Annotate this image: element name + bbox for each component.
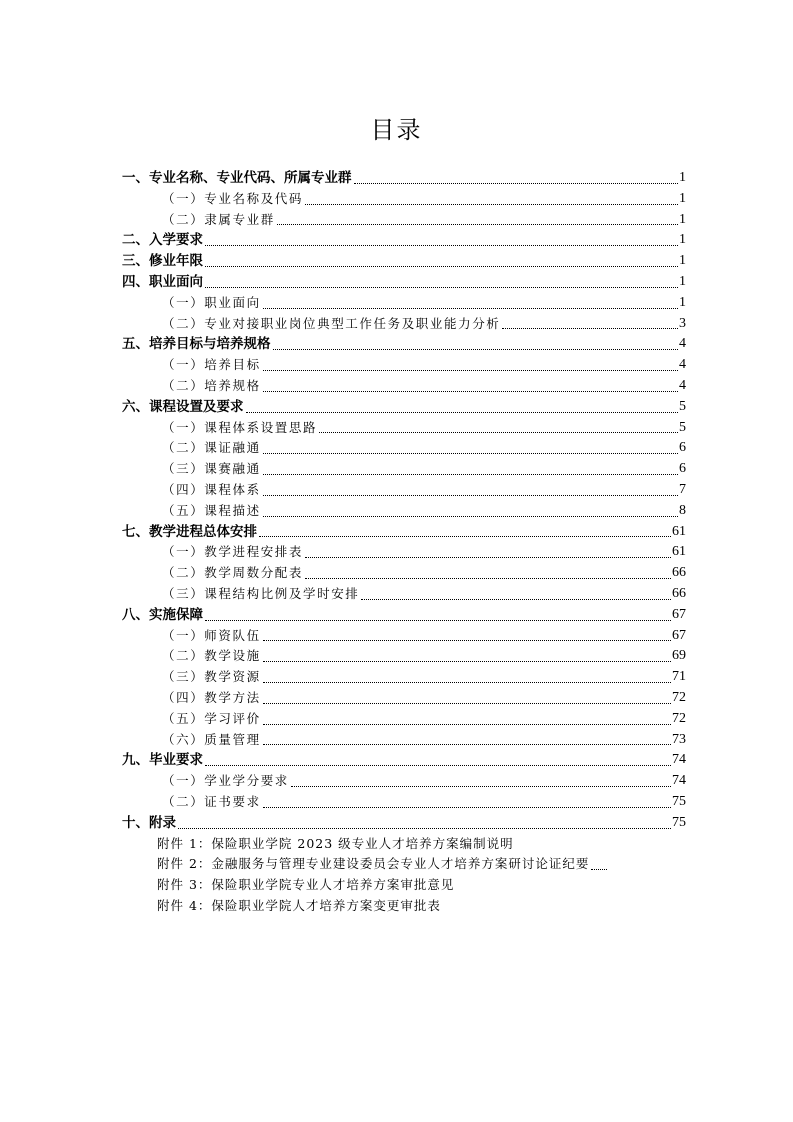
toc-entry-text: 二、入学要求: [122, 232, 203, 249]
toc-page-number: 75: [672, 814, 686, 830]
toc-section-entry[interactable]: [122, 251, 686, 272]
toc-entry-text: 七、教学进程总体安排: [122, 523, 257, 540]
toc-section-entry[interactable]: [122, 230, 686, 251]
toc-page-number: 67: [672, 627, 686, 643]
toc-subsection-entry[interactable]: [122, 709, 686, 730]
toc-entry-text: （一）专业名称及代码: [162, 190, 304, 206]
toc-entry-text: （一）学业学分要求: [162, 773, 289, 789]
toc-entry-text: （二）培养规格: [162, 377, 261, 393]
toc-page-number: 1: [679, 211, 686, 227]
toc-page-number: 3: [679, 315, 686, 331]
dot-leader: [591, 868, 607, 870]
toc-entry-text: （一）职业面向: [162, 294, 261, 310]
attachment-text: 附件 3：保险职业学院专业人才培养方案审批意见: [157, 877, 455, 893]
dot-leader: [263, 660, 671, 662]
toc-subsection-entry[interactable]: [122, 189, 686, 210]
dot-leader: [263, 723, 671, 725]
toc-subsection-entry[interactable]: [122, 584, 686, 605]
toc-subsection-entry[interactable]: [122, 688, 686, 709]
toc-page-number: 75: [672, 793, 686, 809]
toc-section-entry[interactable]: [122, 605, 686, 626]
toc-entry-text: （五）学习评价: [162, 710, 261, 726]
toc-page-number: 7: [679, 481, 686, 497]
dot-leader: [273, 348, 679, 350]
toc-subsection-entry[interactable]: [122, 667, 686, 688]
toc-entry-text: （二）专业对接职业岗位典型工作任务及职业能力分析: [162, 315, 501, 331]
toc-page-number: 8: [679, 502, 686, 518]
toc-subsection-entry[interactable]: [122, 480, 686, 501]
toc-page-number: 1: [679, 253, 686, 269]
toc-entry-text: （五）课程描述: [162, 502, 261, 518]
toc-page-number: 71: [672, 669, 686, 685]
toc-section-entry[interactable]: [122, 397, 686, 418]
toc-page-number: 72: [672, 710, 686, 726]
dot-leader: [305, 577, 671, 579]
toc-page-number: 1: [679, 190, 686, 206]
toc-subsection-entry[interactable]: [122, 438, 686, 459]
dot-leader: [205, 265, 678, 267]
toc-subsection-entry[interactable]: [122, 376, 686, 397]
toc-entry-text: （二）课证融通: [162, 440, 261, 456]
toc-entry-text: 三、修业年限: [122, 253, 203, 270]
toc-subsection-entry[interactable]: [122, 626, 686, 647]
toc-page-number: 6: [679, 461, 686, 477]
toc-entry-text: （六）质量管理: [162, 731, 261, 747]
toc-entry-text: （三）课程结构比例及学时安排: [162, 585, 360, 601]
toc-page-number: 5: [679, 419, 686, 435]
toc-page-number: 69: [672, 648, 686, 664]
toc-page-number: 1: [679, 294, 686, 310]
dot-leader: [263, 639, 671, 641]
toc-entry-text: 四、职业面向: [122, 273, 203, 290]
dot-leader: [178, 827, 671, 829]
toc-entry-text: 六、课程设置及要求: [122, 398, 244, 415]
toc-subsection-entry[interactable]: [122, 542, 686, 563]
dot-leader: [319, 431, 678, 433]
toc-subsection-entry[interactable]: [122, 355, 686, 376]
toc-section-entry[interactable]: [122, 750, 686, 771]
toc-page-number: 61: [672, 544, 686, 560]
dot-leader: [263, 702, 671, 704]
dot-leader: [291, 785, 671, 787]
dot-leader: [263, 452, 678, 454]
toc-subsection-entry[interactable]: [122, 771, 686, 792]
dot-leader: [263, 307, 678, 309]
toc-entry-text: （二）教学周数分配表: [162, 565, 304, 581]
toc-page-number: 1: [679, 232, 686, 248]
toc-page-number: 67: [672, 606, 686, 622]
attachment-text: 附件 2：金融服务与管理专业建设委员会专业人才培养方案研讨论证纪要: [157, 856, 590, 872]
dot-leader: [263, 681, 671, 683]
toc-entry-text: （二）教学设施: [162, 648, 261, 664]
toc-entry-text: （二）隶属专业群: [162, 211, 275, 227]
toc-page-number: 74: [672, 773, 686, 789]
table-of-contents: [122, 168, 686, 917]
dot-leader: [354, 182, 679, 184]
toc-entry-text: 九、毕业要求: [122, 752, 203, 769]
dot-leader: [277, 223, 678, 225]
dot-leader: [502, 327, 678, 329]
toc-section-entry[interactable]: [122, 813, 686, 834]
toc-page-number: 4: [679, 357, 686, 373]
attachment-text: 附件 4：保险职业学院人才培养方案变更审批表: [157, 897, 441, 913]
toc-subsection-entry[interactable]: [122, 314, 686, 335]
dot-leader: [305, 556, 671, 558]
toc-attachment-entry[interactable]: [122, 834, 686, 855]
dot-leader: [263, 473, 678, 475]
toc-attachment-entry[interactable]: [122, 854, 686, 875]
toc-page-number: 66: [672, 565, 686, 581]
toc-entry-text: （三）课赛融通: [162, 461, 261, 477]
toc-subsection-entry[interactable]: [122, 210, 686, 231]
toc-entry-text: （四）教学方法: [162, 689, 261, 705]
toc-subsection-entry[interactable]: [122, 730, 686, 751]
toc-attachment-entry[interactable]: [122, 875, 686, 896]
toc-page-number: 72: [672, 689, 686, 705]
toc-entry-text: （一）培养目标: [162, 357, 261, 373]
dot-leader: [246, 411, 679, 413]
toc-entry-text: （一）课程体系设置思路: [162, 419, 318, 435]
dot-leader: [263, 369, 678, 371]
toc-page-number: 6: [679, 440, 686, 456]
toc-subsection-entry[interactable]: [122, 563, 686, 584]
toc-section-entry[interactable]: [122, 272, 686, 293]
toc-subsection-entry[interactable]: [122, 293, 686, 314]
toc-entry-text: 八、实施保障: [122, 606, 203, 623]
dot-leader: [205, 619, 671, 621]
dot-leader: [263, 515, 678, 517]
dot-leader: [259, 535, 671, 537]
toc-subsection-entry[interactable]: [122, 459, 686, 480]
toc-entry-text: （一）教学进程安排表: [162, 544, 304, 560]
toc-page-number: 61: [672, 523, 686, 539]
toc-subsection-entry[interactable]: [122, 501, 686, 522]
toc-page-number: 1: [679, 170, 686, 185]
toc-subsection-entry[interactable]: [122, 418, 686, 439]
toc-entry-text: （四）课程体系: [162, 481, 261, 497]
dot-leader: [263, 743, 671, 745]
toc-attachment-entry[interactable]: [122, 896, 686, 917]
dot-leader: [205, 244, 678, 246]
dot-leader: [205, 286, 678, 288]
dot-leader: [361, 598, 671, 600]
dot-leader: [263, 806, 671, 808]
toc-page-number: 5: [679, 398, 686, 414]
toc-entry-text: 十、附录: [122, 814, 176, 831]
toc-page-number: 1: [679, 273, 686, 289]
toc-entry-text: 五、培养目标与培养规格: [122, 336, 271, 353]
toc-entry-text: 一、专业名称、专业代码、所属专业群: [122, 170, 352, 186]
toc-page-number: 4: [679, 377, 686, 393]
dot-leader: [305, 203, 678, 205]
toc-entry-text: （三）教学资源: [162, 669, 261, 685]
toc-page-number: 74: [672, 752, 686, 768]
attachment-text: 附件 1：保险职业学院 2023 级专业人才培养方案编制说明: [157, 835, 514, 851]
dot-leader: [263, 390, 678, 392]
dot-leader: [263, 494, 678, 496]
toc-subsection-entry[interactable]: [122, 792, 686, 813]
toc-section-entry[interactable]: [122, 168, 686, 189]
toc-entry-text: （二）证书要求: [162, 793, 261, 809]
toc-page-number: 73: [672, 731, 686, 747]
toc-page-number: 4: [679, 336, 686, 352]
dot-leader: [205, 764, 671, 766]
toc-entry-text: （一）师资队伍: [162, 627, 261, 643]
toc-section-entry[interactable]: [122, 522, 686, 543]
page-title: 目录: [370, 116, 423, 144]
toc-page-number: 66: [672, 585, 686, 601]
toc-section-entry[interactable]: [122, 334, 686, 355]
toc-subsection-entry[interactable]: [122, 646, 686, 667]
